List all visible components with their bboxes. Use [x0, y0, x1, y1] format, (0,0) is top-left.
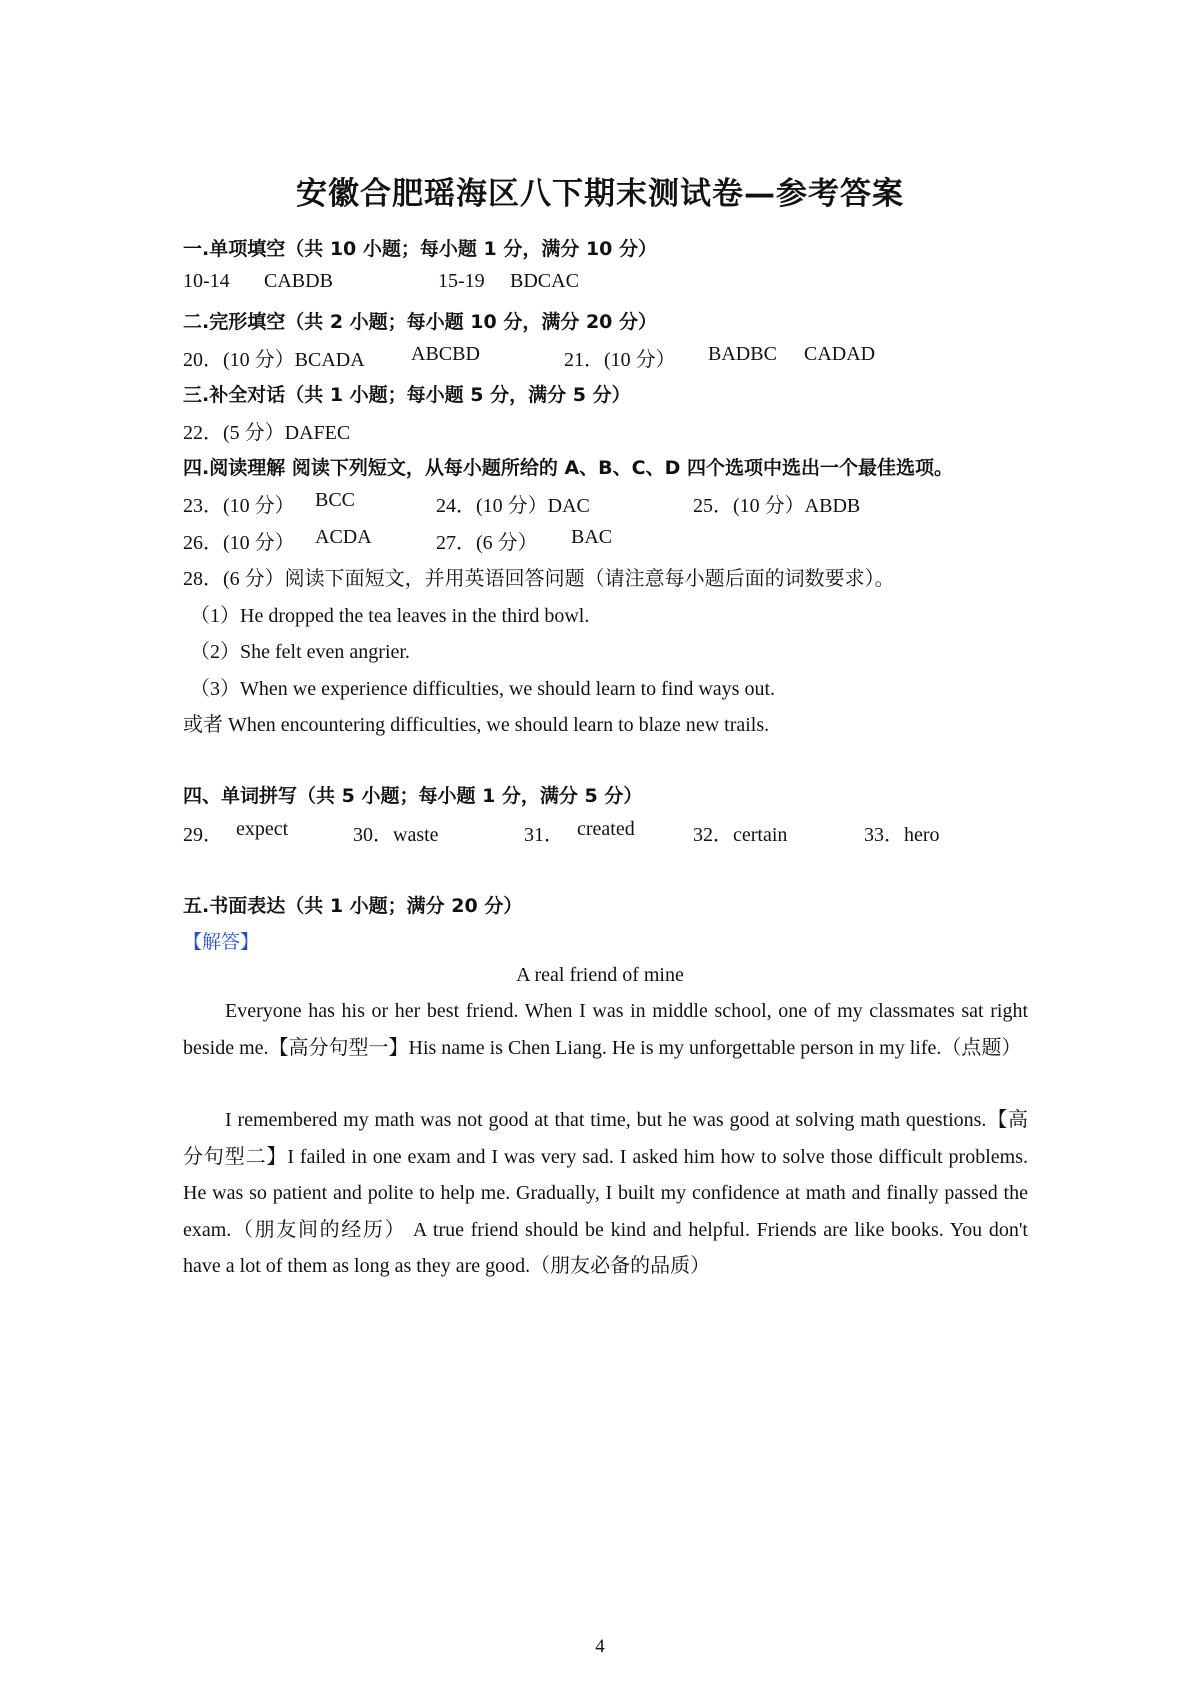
answer-item: 31． [524, 824, 564, 846]
question-28-instruction: 28．(6 分）阅读下面短文，并用英语回答问题（请注意每小题后面的词数要求）。 [183, 568, 895, 590]
q28-answer-2: （2）She felt even angrier. [190, 641, 410, 663]
answer-item: 26．(10 分） [183, 532, 295, 554]
section-heading-reading: 四.阅读理解 阅读下列短文，从每小题所给的 A、B、C、D 四个选项中选出一个最佳选项。 [183, 457, 953, 479]
section-heading-single-choice: 一.单项填空（共 10 小题；每小题 1 分，满分 10 分） [183, 238, 658, 260]
answer-value: created [577, 818, 635, 840]
answer-value: ACDA [315, 526, 372, 548]
answer-item: 33．hero [864, 824, 940, 846]
page-number: 4 [595, 1636, 605, 1657]
answer-value: CABDB [264, 270, 333, 292]
answer-item: 32．certain [693, 824, 788, 846]
page-title: 安徽合肥瑶海区八下期末测试卷—参考答案 [296, 176, 904, 212]
answer-item: 22．(5 分）DAFEC [183, 422, 351, 444]
solution-label: 【解答】 [183, 931, 260, 953]
essay-title: A real friend of mine [516, 964, 684, 986]
answer-item: 20．(10 分）BCADA [183, 349, 365, 371]
answer-item: 25．(10 分）ABDB [693, 495, 861, 517]
answer-value: BADBC [708, 343, 777, 365]
answer-value: CADAD [804, 343, 876, 365]
answer-value: BDCAC [510, 270, 579, 292]
section-heading-cloze: 二.完形填空（共 2 小题；每小题 10 分，满分 20 分） [183, 311, 658, 333]
q28-answer-3: （3）When we experience difficulties, we should learn to find ways out. [190, 678, 776, 700]
answer-range: 15-19 [438, 270, 485, 292]
answer-value: BCC [315, 489, 356, 511]
answer-value: ABCBD [411, 343, 480, 365]
answer-range: 10-14 [183, 270, 230, 292]
section-heading-spelling: 四、单词拼写（共 5 小题；每小题 1 分，满分 5 分） [183, 785, 643, 807]
answer-item: 21．(10 分） [564, 349, 676, 371]
answer-item: 24．(10 分）DAC [436, 495, 590, 517]
q28-answer-alternative: 或者 When encountering difficulties, we should learn to blaze new trails. [183, 714, 770, 736]
section-heading-dialogue: 三.补全对话（共 1 小题；每小题 5 分，满分 5 分） [183, 384, 631, 406]
section-heading-writing: 五.书面表达（共 1 小题；满分 20 分） [183, 895, 523, 917]
essay-paragraph-2: I remembered my math was not good at that time, but he was good at solving math questions.【高分句型二】I failed in one exam and I was very sad. I asked him how to solve those difficult problems. He was so patient and polite to help me. Gradually, I built my confidence at math and finally passed the exam.（朋友间的经历） A true friend should be kind and helpful. Friends are like books. You don't have a lot of them as long as they are good.（朋友必备的品质） [183, 1109, 1028, 1278]
answer-item: 27．(6 分） [436, 532, 538, 554]
answer-item: 29． [183, 824, 223, 846]
answer-value: expect [236, 818, 289, 840]
answer-value: BAC [571, 526, 613, 548]
answer-item: 23．(10 分） [183, 495, 295, 517]
essay-paragraph-1: Everyone has his or her best friend. When I was in middle school, one of my classmates sat right beside me.【高分句型一】His name is Chen Liang. He is my unforgettable person in my life.（点题） [183, 1000, 1028, 1059]
q28-answer-1: （1）He dropped the tea leaves in the third bowl. [190, 605, 590, 627]
answer-item: 30．waste [353, 824, 439, 846]
